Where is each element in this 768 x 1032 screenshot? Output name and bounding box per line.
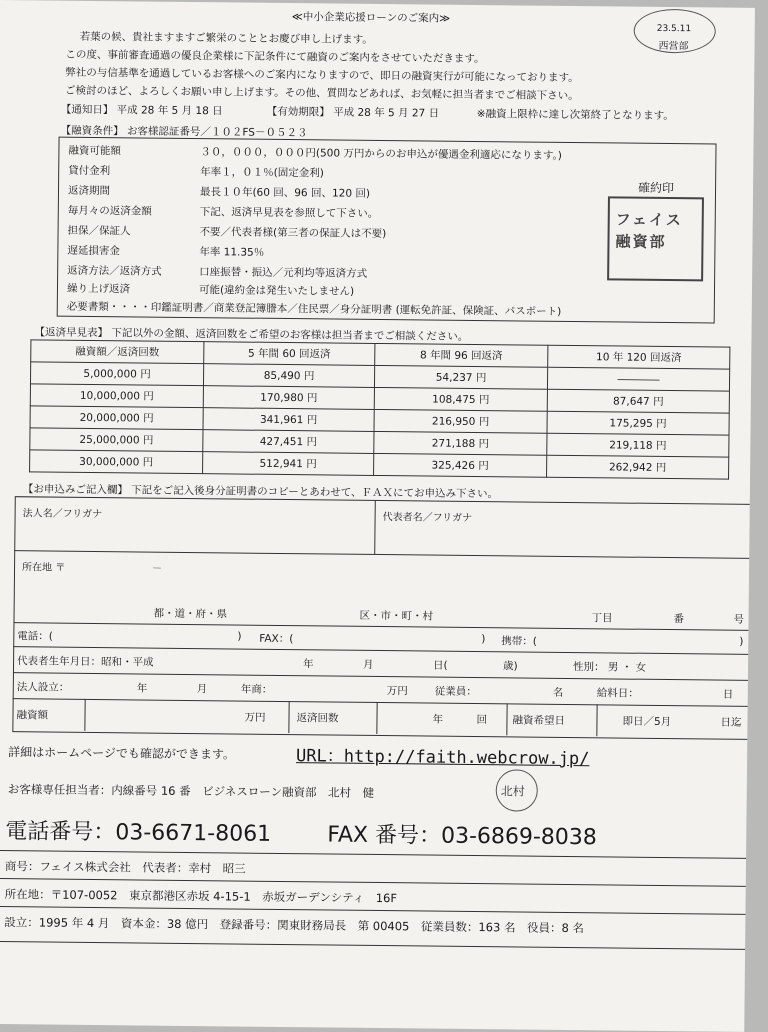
staff-contact: お客様専任担当者：内線番号 16 番 ビジネスローン融資部 北村 健 <box>7 782 375 800</box>
column-header: 8 年間 96 回返済 <box>375 343 548 367</box>
phone-number: 電話番号：03-6671-8061 <box>5 819 272 847</box>
company-address: 所在地：〒107-0052 東京都港区赤坂 4-15-1 赤坂ガーデンシティ 16F <box>4 887 398 906</box>
condition-label: 担保／保証人 <box>67 224 131 238</box>
birthdate-label: 代表者生年月日：昭和・平成 <box>17 655 154 669</box>
condition-value: 年率 11.35％ <box>199 246 265 259</box>
table-cell: 87,647 円 <box>547 389 729 413</box>
desired-date-label: 融資希望日 <box>512 714 566 727</box>
mobile-close: ) <box>739 635 744 648</box>
birth-month: 月 <box>362 658 374 671</box>
table-cell: 325,426 円 <box>374 453 547 477</box>
table-cell: 54,237 円 <box>374 365 547 389</box>
table-cell: 20,000,000 円 <box>30 406 203 430</box>
repay-year: 年 <box>432 713 444 726</box>
est-year: 年 <box>136 682 148 695</box>
date-stamp: 23.5.11 西営部 <box>633 9 715 54</box>
loan-amount-label: 融資額 <box>16 709 49 722</box>
repay-count-label: 返済回数 <box>296 712 339 725</box>
column-header: 10 年 120 回返済 <box>548 345 730 369</box>
table-cell: 10,000,000 円 <box>30 384 203 408</box>
table-cell: 216,950 円 <box>374 409 547 433</box>
condition-label: 返済方法／返済方式 <box>67 264 162 278</box>
seal-label: 確約印 <box>637 180 675 196</box>
table-cell: 175,295 円 <box>547 411 729 435</box>
established-label: 法人設立： <box>16 681 70 694</box>
repay-times: 回 <box>476 714 488 727</box>
table-cell: 512,941 円 <box>203 452 374 476</box>
repayment-heading: 【返済早見表】 下記以外の金額、返済回数をご希望のお客様は担当者までご相談ください。 <box>34 326 469 343</box>
condition-value: 不要／代表者様(第三者の保証人は不要) <box>199 226 387 241</box>
employees-label: 従業員： <box>434 685 477 699</box>
condition-label: 融資可能額 <box>68 144 121 158</box>
phone-label: 電話：( <box>17 630 54 643</box>
condition-label: 毎月々の返済金額 <box>67 204 152 218</box>
condition-label: 繰り上げ返済 <box>66 282 131 296</box>
address-label: 所在地 〒 <box>21 562 66 574</box>
column-header: 5 年間 60 回返済 <box>204 342 375 366</box>
intro-line-1: 若葉の候、貴社ますますご繁栄のこととお慶び申し上げます。 <box>79 30 373 46</box>
company-name-label: 法人名／フリガナ <box>22 508 103 521</box>
condition-value: 口座振替・振込／元利均等返済方式 <box>199 266 368 280</box>
table-cell: 108,475 円 <box>374 387 547 411</box>
mobile-label: 携帯：( <box>501 635 537 648</box>
table-cell: 271,188 円 <box>374 431 547 455</box>
document-title: ≪中小企業応援ローンのご案内≫ <box>291 11 451 25</box>
rep-name-label: 代表者名／フリガナ <box>382 512 473 524</box>
condition-label: 返済期間 <box>67 184 111 198</box>
website-note: 詳細はホームページでも確認ができます。 <box>8 745 235 762</box>
intro-line-2: この度、事前審査通過の優良企業様に下記条件にて融資のご案内をさせていただきます。 <box>65 48 485 66</box>
desired-date-suffix: 日迄 <box>720 716 742 729</box>
approval-seal: フェイス融資部 <box>607 196 704 281</box>
fax-label: FAX：( <box>259 632 294 646</box>
table-cell: 427,451 円 <box>203 430 374 454</box>
persons-label: 名 <box>552 686 564 699</box>
age-label: 歳) <box>502 660 518 673</box>
column-header: 融資額／返済回数 <box>31 340 204 364</box>
intro-line-3: 弊社の与信基準を通過しているお客様へのご案内になりますので、即日の融資実行が可能になっております。 <box>65 66 579 85</box>
company-name: 商号：フェイス株式会社 代表者：幸村 昭三 <box>4 859 246 876</box>
table-cell: 170,980 円 <box>203 386 374 410</box>
condition-label: 貸付金利 <box>68 164 111 178</box>
condition-value: ３０，０００，０００円(500 万円からのお申込が優遇金利適応になります。) <box>200 146 562 162</box>
form-heading: 【お申込みご記入欄】 下記をご記入後身分証明書のコピーとあわせて、ＦＡＸにてお申込み下さい。 <box>22 483 499 501</box>
postal-dash: － <box>151 563 163 575</box>
annual-sales-label: 年商： <box>240 683 273 696</box>
notice-date: 【通知日】 平成 28 年 5 月 18 日 <box>60 103 223 118</box>
table-cell: ―――― <box>547 367 729 391</box>
table-cell: 30,000,000 円 <box>30 450 203 474</box>
birth-year: 年 <box>302 658 314 671</box>
payday-label: 給料日： <box>596 687 639 700</box>
table-cell: 262,942 円 <box>547 455 729 479</box>
website-url[interactable]: URL：http://faith.webcrow.jp/ <box>295 746 590 770</box>
fax-close: ) <box>481 633 486 646</box>
chome-label: 丁目 <box>591 612 613 625</box>
table-cell: 85,490 円 <box>203 364 374 388</box>
table-cell: 25,000,000 円 <box>30 428 203 452</box>
ban-label: 番 <box>673 613 685 626</box>
expiry-note: ※融資上限枠に達し次第終了となります。 <box>476 107 674 123</box>
required-documents: 必要書類・・・・印鑑証明書／商業登記簿謄本／住民票／身分証明書 (運転免許証、保険証、パスポート) <box>66 300 562 318</box>
condition-label: 遅延損害金 <box>67 244 120 258</box>
condition-value: 下記、返済早見表を参照して下さい。 <box>199 206 379 220</box>
intro-line-4: ご検討のほど、よろしくお願い申し上げます。その他、質問などあれば、お気軽に担当者までご相談下さい。 <box>64 84 579 103</box>
company-details: 設立：1995 年 4 月 資本金：38 億円 登録番号：関東財務局長 第 00405 従業員数：163 名 役員：8 名 <box>4 915 585 936</box>
expiry-date: 【有効期限】 平成 28 年 5 月 27 日 <box>266 105 440 120</box>
loan-unit: 万円 <box>244 711 266 724</box>
go-label: 号 <box>733 613 745 626</box>
payday-day: 日 <box>722 688 734 701</box>
conditions-heading: 【融資条件】 お客様認証番号／１０２FS－０５２３ <box>60 124 308 140</box>
fax-number: FAX 番号：03-6869-8038 <box>327 822 597 851</box>
table-cell: 219,118 円 <box>547 433 729 457</box>
prefecture-label: 都・道・府・県 <box>153 607 228 621</box>
est-month: 月 <box>196 683 208 696</box>
man-yen-label: 万円 <box>386 685 408 698</box>
table-cell: 341,961 円 <box>203 408 374 432</box>
repayment-table <box>29 339 730 479</box>
birth-day: 日( <box>432 659 448 672</box>
city-label: 区・市・町・村 <box>359 609 434 623</box>
condition-value: 可能(違約金は発生いたしません) <box>198 284 355 298</box>
condition-value: 年率１，０１％(固定金利) <box>200 166 324 180</box>
gender-label: 性別： 男 ・ 女 <box>572 661 647 674</box>
staff-seal: 北村 <box>496 769 538 811</box>
phone-close: ) <box>237 630 242 643</box>
table-cell: 5,000,000 円 <box>30 362 203 386</box>
desired-date-value: 即日／5月 <box>622 715 672 729</box>
condition-value: 最長１０年(60 回、96 回、120 回) <box>199 186 371 200</box>
